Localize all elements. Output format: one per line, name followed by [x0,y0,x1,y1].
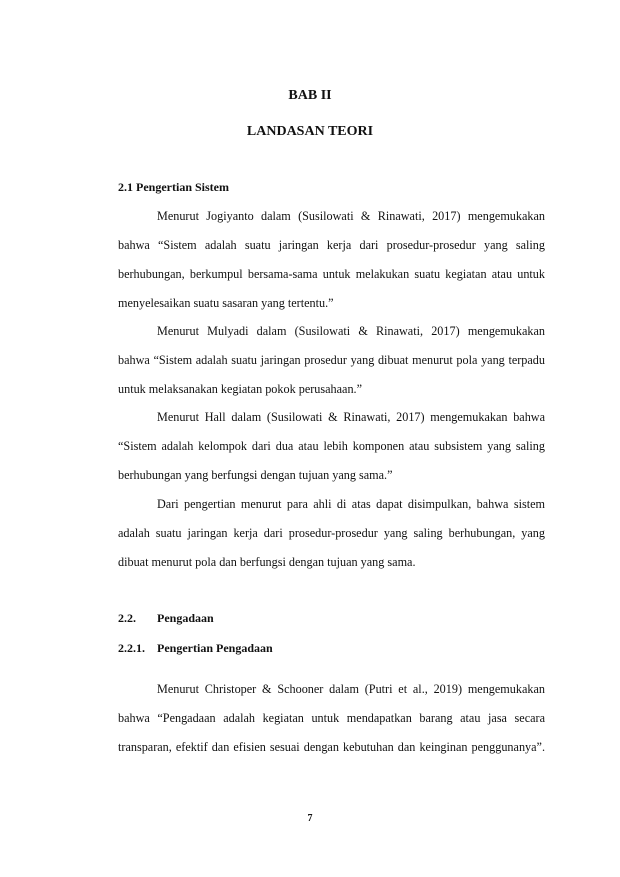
page-number: 7 [307,813,313,824]
paragraph-line: bahwa “Sistem adalah suatu jaringan prosedur yang dibuat menurut pola yang terpadu [118,353,545,367]
chapter-title: LANDASAN TEORI [246,124,374,139]
subsection-number: 2.2.1. [118,641,145,655]
chapter-number: BAB II [288,88,332,103]
section-number: 2.2. [118,611,136,625]
paragraph-line: Menurut Hall dalam (Susilowati & Rinawati, 2017) mengemukakan bahwa [157,410,545,424]
subsection-title: Pengertian Pengadaan [157,641,273,655]
paragraph-line: Menurut Christoper & Schooner dalam (Putri et al., 2019) mengemukakan [157,682,545,696]
paragraph-line: berhubungan, berkumpul bersama-sama untuk melakukan suatu kegiatan atau untuk [118,267,545,281]
paragraph-line: untuk melaksanakan kegiatan pokok perusahaan.” [118,382,362,396]
paragraph-line: Dari pengertian menurut para ahli di atas dapat disimpulkan, bahwa sistem [157,497,545,511]
paragraph-line: dibuat menurut pola dan berfungsi dengan tujuan yang sama. [118,555,416,569]
section-title: Pengadaan [157,611,214,625]
paragraph-line: Menurut Jogiyanto dalam (Susilowati & Rinawati, 2017) mengemukakan [157,209,545,223]
paragraph-line: “Sistem adalah kelompok dari dua atau lebih komponen atau subsistem yang saling [118,439,545,453]
paragraph-line: Menurut Mulyadi dalam (Susilowati & Rinawati, 2017) mengemukakan [157,324,545,338]
section-heading-2-1: 2.1 Pengertian Sistem [118,180,229,194]
paragraph-line: adalah suatu jaringan kerja dari prosedur-prosedur yang saling berhubungan, yang [118,526,545,540]
paragraph-line: bahwa “Pengadaan adalah kegiatan untuk mendapatkan barang atau jasa secara [118,711,545,725]
paragraph-line: transparan, efektif dan efisien sesuai dengan kebutuhan dan keinginan penggunanya”. [118,740,545,754]
paragraph-line: bahwa “Sistem adalah suatu jaringan kerja dari prosedur-prosedur yang saling [118,238,545,252]
paragraph-line: menyelesaikan suatu sasaran yang tertentu.” [118,296,334,310]
paragraph-line: berhubungan yang berfungsi dengan tujuan yang sama.” [118,468,393,482]
